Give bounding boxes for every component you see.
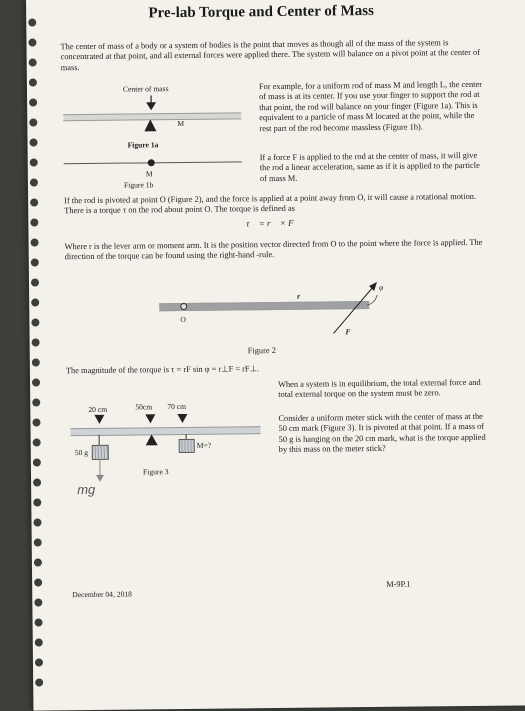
fig3-caption: Figure 3 — [143, 467, 169, 476]
fig1b-caption: Figure 1b — [124, 180, 153, 189]
fig1a-arrow-icon — [145, 95, 157, 111]
binder-hole — [29, 79, 37, 87]
fig2-r-label: r — [297, 292, 300, 301]
magnitude-text: The magnitude of the torque is τ = rF sin φ = r⊥F = rF⊥. — [66, 362, 491, 377]
fig2-phi-label: φ — [379, 283, 383, 292]
lever-paragraph: Where r is the lever arm or moment arm. It is the position vector directed from O to the point where the force is applied. The direction of the torque can be found using the right-hand -rule. — [65, 238, 490, 263]
binder-hole — [31, 278, 39, 286]
fig3-mass-50g-label: 50 g — [75, 448, 88, 457]
binder-hole — [33, 498, 41, 506]
page-title: Pre-lab Torque and Center of Mass — [26, 2, 496, 24]
fig3-mass-unknown-label: M=? — [197, 441, 211, 450]
binder-hole — [29, 59, 37, 67]
fig3-label-20cm: 20 cm — [88, 405, 107, 414]
binder-hole — [30, 158, 38, 166]
document-date: December 04, 2018 — [72, 590, 132, 600]
binder-hole — [35, 658, 43, 666]
torque-equation: τ⃗ = r⃗ × F⃗ — [208, 217, 338, 228]
binder-hole — [30, 178, 38, 186]
fig3-gravity-arrow-icon — [95, 459, 105, 483]
binder-hole — [28, 39, 36, 47]
binder-hole — [31, 318, 39, 326]
document-page — [26, 0, 525, 711]
binder-hole — [34, 538, 42, 546]
binder-hole — [31, 238, 39, 246]
fig3-mass-unknown — [179, 439, 195, 453]
fig2-pivot-point — [180, 303, 187, 310]
fig1b-point-mass — [148, 159, 155, 166]
binder-hole — [34, 558, 42, 566]
binder-hole — [34, 598, 42, 606]
binder-hole — [32, 418, 40, 426]
binder-hole — [30, 198, 38, 206]
binder-hole — [35, 638, 43, 646]
fig3-handwritten-mg: mg — [77, 482, 95, 497]
equilibrium-paragraph: When a system is in equilibrium, the total external force and total external torque on the system must be zero. — [278, 378, 492, 401]
example-paragraph: For example, for a uniform rod of mass M and length L, the center of mass is at its center. If you use your finger to support the rod at that point, the rod will balance on your finger (Figure 1a). This is equivalent to a particle of mass M located at the point, while the rest part of the rod become massless (Figure 1b). — [259, 80, 488, 134]
force-paragraph: If a force F is applied to the rod at the center of mass, it will give the rod a linear acceleration, same as if it is applied to the particle of mass M. — [260, 151, 488, 185]
binder-hole — [31, 298, 39, 306]
fig3-mass-50g — [92, 445, 109, 460]
fig1a-caption: Figure 1a — [128, 140, 159, 149]
binder-hole — [35, 678, 43, 686]
pivot-paragraph: If the rod is pivoted at point O (Figure 2), and the force is applied at a point away from O, it will cause a rotational motion. There is a torque τ on the rod about point O. The torque is defined as — [64, 192, 489, 217]
binder-hole — [32, 398, 40, 406]
fig3-mark-arrows-icon — [90, 412, 210, 427]
binder-hole — [34, 578, 42, 586]
binder-hole — [33, 478, 41, 486]
fig3-string-50g — [99, 435, 100, 445]
binder-hole — [32, 358, 40, 366]
problem-paragraph: Consider a uniform meter stick with the center of mass at the 50 cm mark (Figure 3). It is pivoted at that point. If a mass of 50 g is hanging on the 20 cm mark, what is the torque applied by this mass on the meter stick? — [278, 412, 492, 456]
fig3-label-50cm: 50cm — [135, 402, 152, 411]
binder-holes — [26, 18, 47, 698]
fig1b-mass-label: M — [146, 169, 153, 178]
binder-hole — [29, 99, 37, 107]
binder-hole — [31, 258, 39, 266]
fig3-label-70cm: 70 cm — [167, 402, 186, 411]
fig3-pivot-icon — [145, 434, 159, 446]
binder-hole — [29, 139, 37, 147]
fig1a-pivot-icon — [143, 119, 157, 132]
binder-hole — [35, 618, 43, 626]
fig1a-center-label: Center of mass — [123, 84, 169, 93]
fig2-caption: Figure 2 — [248, 346, 276, 355]
page-code: M-9P.1 — [386, 580, 411, 589]
intro-paragraph: The center of mass of a body or a system of bodies is the point that moves as though all of the mass of the system is concentrated at that point, and all external forces were applied there. The system will balance on a pivot point at the center of mass. — [60, 38, 485, 74]
fig1a-mass-label: M — [177, 119, 184, 128]
binder-hole — [30, 218, 38, 226]
fig2-o-label: O — [180, 315, 186, 324]
binder-hole — [33, 438, 41, 446]
binder-hole — [33, 518, 41, 526]
binder-hole — [32, 338, 40, 346]
binder-hole — [29, 119, 37, 127]
fig2-f-label: F — [345, 327, 350, 336]
binder-hole — [32, 378, 40, 386]
binder-hole — [33, 458, 41, 466]
